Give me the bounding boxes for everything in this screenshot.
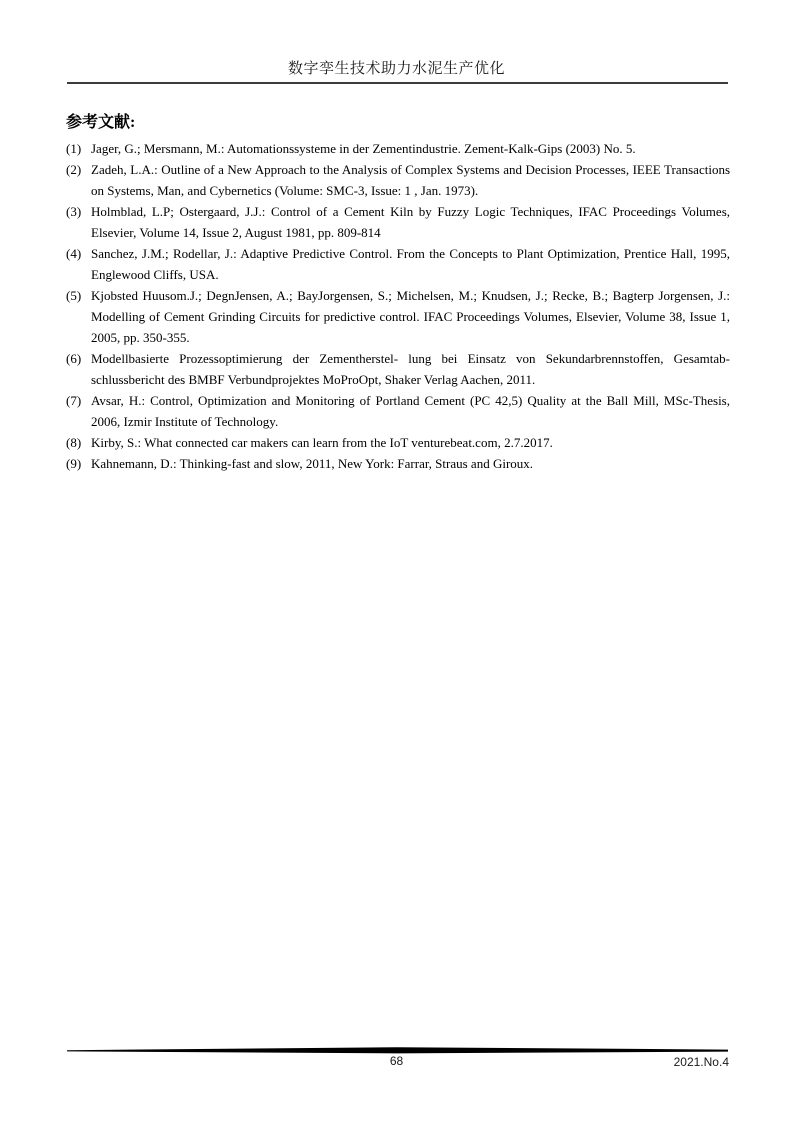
reference-number: (5) [66,288,82,303]
reference-number: (7) [66,393,82,408]
reference-number: (1) [66,141,82,156]
reference-number: (3) [66,204,82,219]
reference-text: Kirby, S.: What connected car makers can learn from the IoT venturebeat.com, 2.7.2017. [91,435,553,450]
header-divider-line [67,82,728,84]
footer-divider-line [67,1043,728,1053]
reference-number: (2) [66,162,82,177]
reference-item [66,432,730,453]
reference-list [66,138,730,474]
reference-number: (9) [66,456,82,471]
reference-text: Jager, G.; Mersmann, M.: Automationssysteme in der Zementindustrie. Zement-Kalk-Gips (2003) No. 5. [91,141,636,156]
reference-text: Avsar, H.: Control, Optimization and Monitoring of Portland Cement (PC 42,5) Quality at the Ball Mill, MSc-Thesis, 2006, Izmir Institute of Technology. [91,393,730,429]
reference-number: (6) [66,351,82,366]
footer-page-number: 68 [389,1054,404,1068]
running-header-title: 数字孪生技术助力水泥生产优化 [287,61,505,77]
reference-text: Zadeh, L.A.: Outline of a New Approach to the Analysis of Complex Systems and Decision Processes, IEEE Transactions on Systems, Man, and Cybernetics (Volume: SMC-3, Issue: 1 , Jan. 1973). [91,162,730,198]
reference-item [66,201,730,243]
reference-number: (4) [66,246,82,261]
reference-text: Kahnemann, D.: Thinking-fast and slow, 2011, New York: Farrar, Straus and Giroux. [91,456,534,471]
reference-item [66,138,730,159]
reference-text: Holmblad, L.P; Ostergaard, J.J.: Control of a Cement Kiln by Fuzzy Logic Techniques, IFAC Proceedings Volumes, Elsevier, Volume 14, Issue 2, August 1981, pp. 809-814 [91,204,730,240]
reference-text: Kjobsted Huusom.J.; DegnJensen, A.; BayJorgensen, S.; Michelsen, M.; Knudsen, J.; Recke, B.; Bagterp Jorgensen, J.: Modelling of Cement Grinding Circuits for predictive control. IFAC Proceedings Volumes, Elsevier, Volume 38, Issue 1, 2005, pp. 350-355. [91,288,730,345]
reference-text: Sanchez, J.M.; Rodellar, J.: Adaptive Predictive Control. From the Concepts to Plant Optimization, Prentice Hall, 1995, Englewood Cliffs, USA. [91,246,730,282]
reference-item [66,159,730,201]
reference-text: Modellbasierte Prozessoptimierung der Zementherstel- lung bei Einsatz von Sekundarbrennstoffen, Gesamtab-schlussbericht des BMBF Verbundprojektes MoProOpt, Shaker Verlag Aachen, 2011. [91,351,730,387]
reference-item [66,453,730,474]
reference-item [66,285,730,348]
footer-issue-label: 2021.No.4 [673,1055,729,1069]
reference-item [66,348,730,390]
reference-item [66,243,730,285]
references-section-heading: 参考文献: [66,114,136,131]
reference-number: (8) [66,435,82,450]
reference-item [66,390,730,432]
